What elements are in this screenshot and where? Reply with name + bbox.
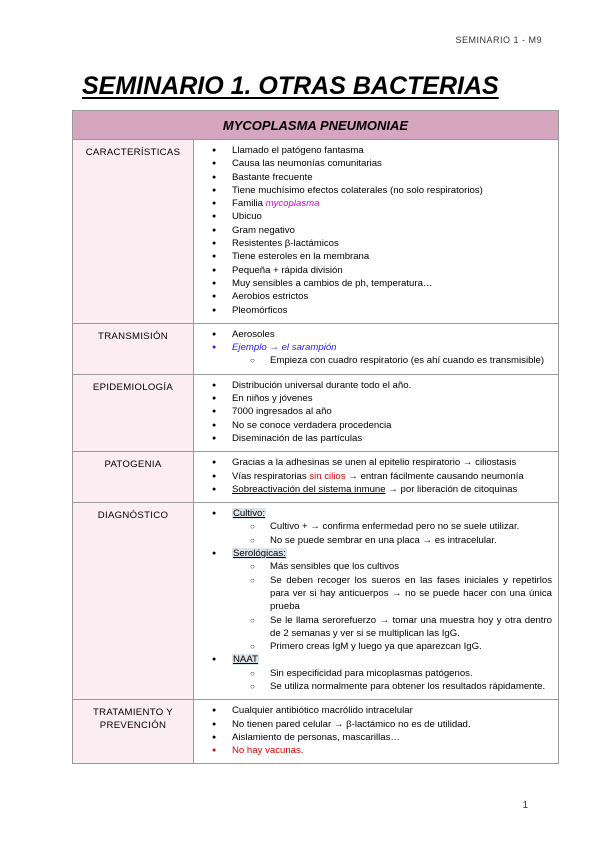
sub-list-item: ○ Se utiliza normalmente para obtener los resultados rápidamente. (212, 680, 552, 693)
sub-list-item: ○ Empieza con cuadro respiratorio (es ahí cuando es transmisible) (212, 354, 552, 367)
list-item (212, 744, 552, 757)
list-item: ● Pequeña + rápida división (212, 264, 552, 277)
row-content (194, 323, 559, 374)
text: → entran fácilmente causando neumonía (345, 470, 524, 482)
serologicas-heading: Serológicas: (233, 548, 286, 560)
row-label: DIAGNÓSTICO (73, 503, 194, 700)
row-label: CARACTERÍSTICAS (73, 140, 194, 324)
sub-list-item: ○ Sin especificidad para micoplasmas patógenos. (212, 667, 552, 680)
content-table (72, 110, 559, 764)
list-item: ● Resistentes β-lactámicos (212, 237, 552, 250)
row-transmision (73, 323, 559, 374)
list-item: ● Ubicuo (212, 210, 552, 223)
no-vaccines-text: No hay vacunas. (232, 745, 304, 757)
row-caracteristicas (73, 140, 559, 324)
list-item: ● Aerosoles (212, 328, 552, 341)
list-item (212, 547, 552, 560)
section-title: MYCOPLASMA PNEUMONIAE (73, 111, 559, 140)
underlined-text: Sobreactivación del sistema inmune (232, 483, 386, 495)
page-header: SEMINARIO 1 - M9 (455, 35, 542, 45)
list-item: ● No se conoce verdadera procedencia (212, 419, 552, 432)
list-item: ● Aerobios estrictos (212, 290, 552, 303)
label-line: TRATAMIENTO Y (93, 707, 173, 719)
list-item (212, 197, 552, 210)
row-label (73, 700, 194, 764)
example-text: Ejemplo → el sarampión (232, 342, 337, 354)
list-item: ● Gracias a la adhesinas se unen al epitelio respiratorio → ciliostasis (212, 456, 552, 469)
row-content (194, 700, 559, 764)
row-epidemiologia (73, 374, 559, 451)
list-item: ● Diseminación de las partículas (212, 432, 552, 445)
list-item: ● Aislamiento de personas, mascarillas… (212, 731, 552, 744)
list-item: ● 7000 ingresados al año (212, 405, 552, 418)
cultivo-heading: Cultivo: (233, 508, 265, 520)
sub-list-item: ○ Se le llama serorefuerzo → tomar una muestra hoy y otra dentro de 2 semanas y ver si se multiplican las IgG. (212, 614, 552, 641)
list-item: ● Bastante frecuente (212, 171, 552, 184)
label-line: PREVENCIÓN (99, 720, 167, 732)
list-item: ● Cualquier antibiótico macrólido intracelular (212, 704, 552, 717)
page-title: SEMINARIO 1. OTRAS BACTERIAS (82, 72, 499, 100)
list-item: ● Pleomórficos (212, 304, 552, 317)
row-content (194, 452, 559, 503)
sub-list-item: ○ Primero creas IgM y luego ya que aparezcan IgG. (212, 640, 552, 653)
row-label: TRANSMISIÓN (73, 323, 194, 374)
list-item: ● No tienen pared celular → β-lactámico no es de utilidad. (212, 718, 552, 731)
list-item: ● Gram negativo (212, 224, 552, 237)
row-content (194, 140, 559, 324)
list-item (212, 483, 552, 496)
familia-value: mycoplasma (265, 198, 320, 210)
row-patogenia (73, 452, 559, 503)
page-number: 1 (522, 800, 528, 811)
list-item (212, 653, 552, 666)
row-tratamiento (73, 700, 559, 764)
list-item (212, 470, 552, 483)
sub-list-item: ○ No se puede sembrar en una placa → es intracelular. (212, 534, 552, 547)
section-header-row (73, 111, 559, 140)
list-item: ● Muy sensibles a cambios de ph, temperatura… (212, 277, 552, 290)
row-diagnostico (73, 503, 559, 700)
sub-list-item: ○ Más sensibles que los cultivos (212, 560, 552, 573)
list-item: ● Tiene esteroles en la membrana (212, 250, 552, 263)
list-item: ● En niños y jóvenes (212, 392, 552, 405)
list-item: ● Causa las neumonías comunitarias (212, 157, 552, 170)
list-item: ● Tiene muchísimo efectos colaterales (no solo respiratorios) (212, 184, 552, 197)
list-item: ● Llamado el patógeno fantasma (212, 144, 552, 157)
row-label: PATOGENIA (73, 452, 194, 503)
row-content (194, 503, 559, 700)
list-item (212, 341, 552, 354)
familia-prefix: Familia (232, 198, 266, 210)
list-item (212, 507, 552, 520)
highlight-red-text: sin cilios (309, 470, 346, 482)
row-content (194, 374, 559, 451)
row-label: EPIDEMIOLOGÍA (73, 374, 194, 451)
text: → por liberación de citoquinas (385, 483, 518, 495)
sub-list-item: ○ Cultivo + → confirma enfermedad pero no se suele utilizar. (212, 520, 552, 533)
text: Vías respiratorias (232, 470, 310, 482)
sub-list-item: ○ Se deben recoger los sueros en las fases iniciales y repetirlos para ver si hay anticuerpos → no se puede hacer con una única prueba (212, 574, 552, 614)
list-item: ● Distribución universal durante todo el año. (212, 379, 552, 392)
naat-heading: NAAT (233, 654, 258, 666)
